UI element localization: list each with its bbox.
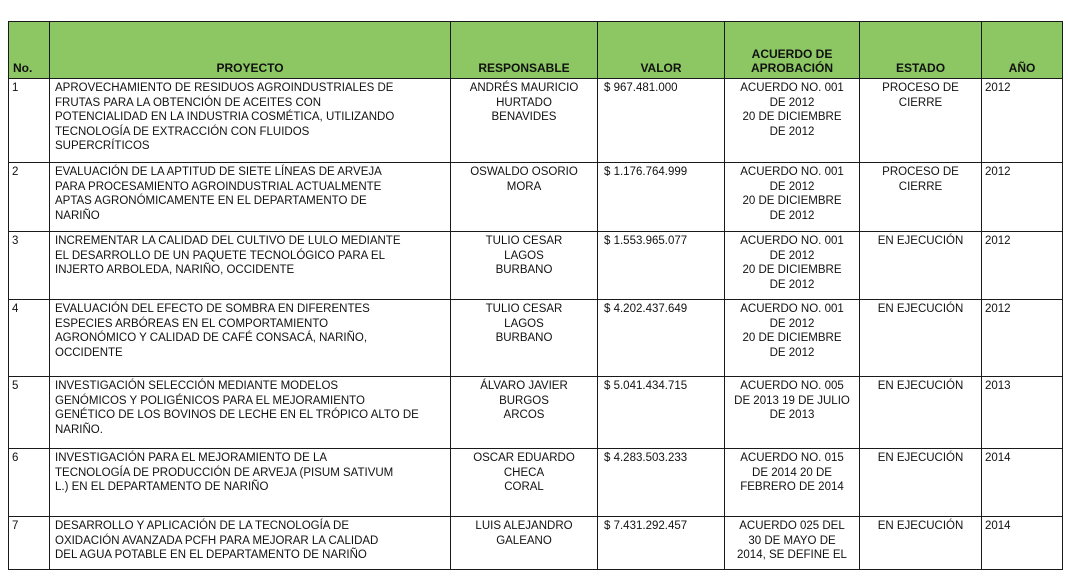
- cell-proyecto: EVALUACIÓN DE LA APTITUD DE SIETE LÍNEAS DE ARVEJA PARA PROCESAMIENTO AGROINDUSTRIAL ACTUALMENTE APTAS AGRONÓMICAMENTE EN EL DEPARTAMENTO DE NARIÑO: [50, 163, 451, 232]
- cell-anio: 2012: [982, 232, 1063, 300]
- cell-valor: $ 7.431.292.457: [598, 517, 725, 570]
- header-acuerdo: ACUERDO DE APROBACIÓN: [725, 22, 860, 79]
- cell-no: 3: [9, 232, 50, 300]
- cell-responsable: OSCAR EDUARDO CHECA CORAL: [451, 449, 598, 517]
- header-proyecto: PROYECTO: [50, 22, 451, 79]
- cell-no: 7: [9, 517, 50, 570]
- cell-valor: $ 1.553.965.077: [598, 232, 725, 300]
- cell-no: 2: [9, 163, 50, 232]
- table-row: [9, 517, 1063, 570]
- cell-estado: EN EJECUCIÓN: [860, 377, 982, 449]
- cell-estado: PROCESO DE CIERRE: [860, 79, 982, 163]
- cell-proyecto: DESARROLLO Y APLICACIÓN DE LA TECNOLOGÍA DE OXIDACIÓN AVANZADA PCFH PARA MEJORAR LA CALIDAD DEL AGUA POTABLE EN EL DEPARTAMENTO DE NARIÑO: [50, 517, 451, 570]
- cell-estado: EN EJECUCIÓN: [860, 449, 982, 517]
- cell-acuerdo: ACUERDO NO. 001 DE 2012 20 DE DICIEMBRE DE 2012: [725, 300, 860, 377]
- cell-acuerdo: ACUERDO NO. 001 DE 2012 20 DE DICIEMBRE DE 2012: [725, 232, 860, 300]
- cell-acuerdo: ACUERDO NO. 015 DE 2014 20 DE FEBRERO DE 2014: [725, 449, 860, 517]
- cell-no: 6: [9, 449, 50, 517]
- cell-estado: EN EJECUCIÓN: [860, 300, 982, 377]
- cell-anio: 2012: [982, 163, 1063, 232]
- header-responsable: RESPONSABLE: [451, 22, 598, 79]
- cell-no: 1: [9, 79, 50, 163]
- cell-anio: 2012: [982, 79, 1063, 163]
- cell-responsable: LUIS ALEJANDRO GALEANO: [451, 517, 598, 570]
- cell-acuerdo: ACUERDO 025 DEL 30 DE MAYO DE 2014, SE DEFINE EL: [725, 517, 860, 570]
- cell-responsable: ANDRÉS MAURICIO HURTADO BENAVIDES: [451, 79, 598, 163]
- cell-valor: $ 967.481.000: [598, 79, 725, 163]
- cell-responsable: TULIO CESAR LAGOS BURBANO: [451, 232, 598, 300]
- cell-acuerdo: ACUERDO NO. 001 DE 2012 20 DE DICIEMBRE DE 2012: [725, 79, 860, 163]
- cell-proyecto: EVALUACIÓN DEL EFECTO DE SOMBRA EN DIFERENTES ESPECIES ARBÓREAS EN EL COMPORTAMIENTO AGRONÓMICO Y CALIDAD DE CAFÉ CONSACÁ, NARIÑO, OCCIDENTE: [50, 300, 451, 377]
- header-anio: AÑO: [982, 22, 1063, 79]
- cell-no: 5: [9, 377, 50, 449]
- table-row: [9, 163, 1063, 232]
- table-row: [9, 300, 1063, 377]
- table-row: [9, 232, 1063, 300]
- cell-proyecto: INCREMENTAR LA CALIDAD DEL CULTIVO DE LULO MEDIANTE EL DESARROLLO DE UN PAQUETE TECNOLÓGICO PARA EL INJERTO ARBOLEDA, NARIÑO, OCCIDENTE: [50, 232, 451, 300]
- cell-proyecto: INVESTIGACIÓN PARA EL MEJORAMIENTO DE LA TECNOLOGÍA DE PRODUCCIÓN DE ARVEJA (PISUM SATIVUM L.) EN EL DEPARTAMENTO DE NARIÑO: [50, 449, 451, 517]
- header-estado: ESTADO: [860, 22, 982, 79]
- cell-responsable: TULIO CESAR LAGOS BURBANO: [451, 300, 598, 377]
- cell-valor: $ 4.202.437.649: [598, 300, 725, 377]
- cell-acuerdo: ACUERDO NO. 001 DE 2012 20 DE DICIEMBRE DE 2012: [725, 163, 860, 232]
- table-row: [9, 377, 1063, 449]
- header-valor: VALOR: [598, 22, 725, 79]
- table-row: [9, 449, 1063, 517]
- cell-estado: EN EJECUCIÓN: [860, 517, 982, 570]
- cell-valor: $ 1.176.764.999: [598, 163, 725, 232]
- projects-table: [8, 21, 1063, 570]
- header-no: No.: [9, 22, 50, 79]
- cell-valor: $ 5.041.434.715: [598, 377, 725, 449]
- cell-responsable: ÁLVARO JAVIER BURGOS ARCOS: [451, 377, 598, 449]
- table-header-row: [9, 22, 1063, 79]
- cell-estado: EN EJECUCIÓN: [860, 232, 982, 300]
- cell-proyecto: APROVECHAMIENTO DE RESIDUOS AGROINDUSTRIALES DE FRUTAS PARA LA OBTENCIÓN DE ACEITES CON POTENCIALIDAD EN LA INDUSTRIA COSMÉTICA, UTILIZANDO TECNOLOGÍA DE EXTRACCIÓN CON FLUIDOS SUPERCRÍTICOS: [50, 79, 451, 163]
- cell-anio: 2014: [982, 517, 1063, 570]
- projects-table-wrapper: [8, 21, 1063, 570]
- cell-anio: 2012: [982, 300, 1063, 377]
- cell-responsable: OSWALDO OSORIO MORA: [451, 163, 598, 232]
- cell-anio: 2013: [982, 377, 1063, 449]
- cell-proyecto: INVESTIGACIÓN SELECCIÓN MEDIANTE MODELOS GENÓMICOS Y POLIGÉNICOS PARA EL MEJORAMIENTO GENÉTICO DE LOS BOVINOS DE LECHE EN EL TRÓPICO ALTO DE NARIÑO.: [50, 377, 451, 449]
- cell-acuerdo: ACUERDO NO. 005 DE 2013 19 DE JULIO DE 2013: [725, 377, 860, 449]
- cell-no: 4: [9, 300, 50, 377]
- table-row: [9, 79, 1063, 163]
- cell-estado: PROCESO DE CIERRE: [860, 163, 982, 232]
- cell-anio: 2014: [982, 449, 1063, 517]
- cell-valor: $ 4.283.503.233: [598, 449, 725, 517]
